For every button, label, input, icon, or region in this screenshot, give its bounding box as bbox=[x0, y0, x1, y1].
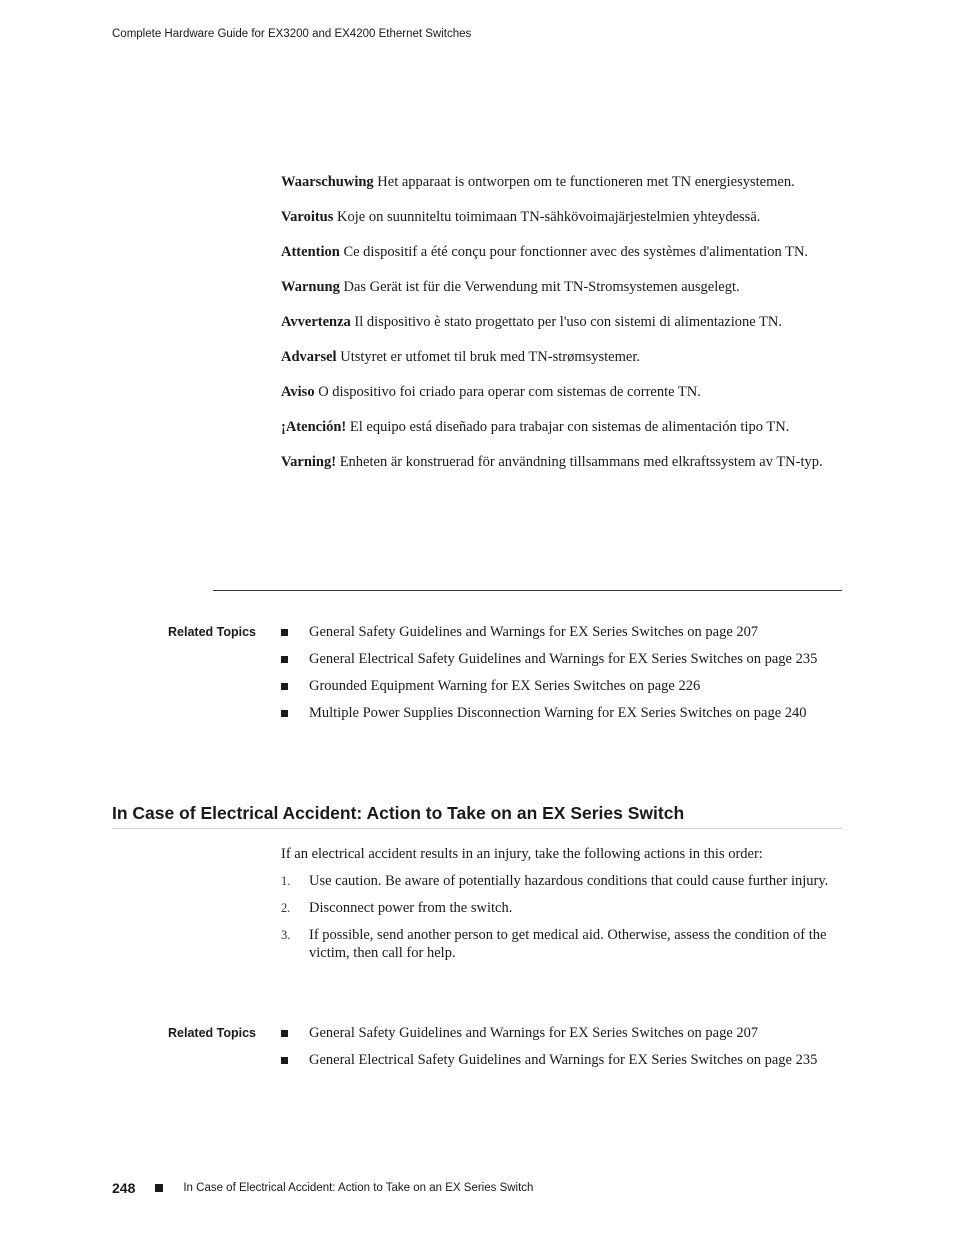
warning-label: ¡Atención! bbox=[281, 419, 347, 435]
bullet-square-icon bbox=[281, 656, 288, 663]
action-steps bbox=[281, 872, 843, 971]
bullet-square-icon bbox=[281, 710, 288, 717]
warning-french bbox=[281, 243, 843, 261]
step-number: 3. bbox=[281, 928, 291, 942]
warning-label: Waarschuwing bbox=[281, 174, 374, 190]
related-topic-text: General Electrical Safety Guidelines and Warnings for EX Series Switches on page 235 bbox=[309, 1052, 818, 1068]
warning-label: Attention bbox=[281, 244, 340, 260]
running-header: Complete Hardware Guide for EX3200 and EX4200 Ethernet Switches bbox=[112, 28, 472, 40]
related-topics-label: Related Topics bbox=[168, 1026, 256, 1040]
warning-text: Il dispositivo è stato progettato per l'uso con sistemi di alimentazione TN. bbox=[354, 314, 783, 330]
step-text: Use caution. Be aware of potentially hazardous conditions that could cause further injury. bbox=[309, 873, 829, 889]
warning-swedish bbox=[281, 453, 843, 471]
warning-finnish bbox=[281, 208, 843, 226]
warning-text: Ce dispositif a été conçu pour fonctionner avec des systèmes d'alimentation TN. bbox=[343, 244, 809, 260]
bullet-square-icon bbox=[281, 629, 288, 636]
warning-label: Warnung bbox=[281, 279, 340, 295]
related-topic-link[interactable] bbox=[281, 704, 843, 722]
action-step bbox=[281, 926, 843, 962]
related-topic-text: Multiple Power Supplies Disconnection Warning for EX Series Switches on page 240 bbox=[309, 705, 807, 721]
footer-separator-icon bbox=[155, 1184, 163, 1192]
warning-text: El equipo está diseñado para trabajar con sistemas de alimentación tipo TN. bbox=[349, 419, 790, 435]
step-number: 2. bbox=[281, 901, 291, 915]
warning-end-rule bbox=[213, 590, 842, 591]
warning-portuguese bbox=[281, 383, 843, 401]
step-text: Disconnect power from the switch. bbox=[309, 900, 513, 916]
section-intro: If an electrical accident results in an injury, take the following actions in this order: bbox=[281, 846, 763, 862]
warning-text: O dispositivo foi criado para operar com sistemas de corrente TN. bbox=[318, 384, 701, 400]
warning-spanish bbox=[281, 418, 843, 436]
warning-label: Aviso bbox=[281, 384, 315, 400]
step-number: 1. bbox=[281, 874, 291, 888]
warning-label: Varning! bbox=[281, 454, 337, 470]
related-topic-link[interactable] bbox=[281, 677, 843, 695]
warning-text: Utstyret er utfomet til bruk med TN-strømsystemer. bbox=[340, 349, 640, 365]
page-number: 248 bbox=[112, 1180, 136, 1196]
step-text: If possible, send another person to get medical aid. Otherwise, assess the condition of the victim, then call for help. bbox=[309, 927, 827, 961]
bullet-square-icon bbox=[281, 683, 288, 690]
related-topic-text: Grounded Equipment Warning for EX Series Switches on page 226 bbox=[309, 678, 701, 694]
related-topic-link[interactable] bbox=[281, 1024, 843, 1042]
warning-german bbox=[281, 278, 843, 296]
action-step bbox=[281, 899, 843, 917]
warning-dutch bbox=[281, 173, 843, 191]
related-topic-text: General Safety Guidelines and Warnings for EX Series Switches on page 207 bbox=[309, 624, 759, 640]
bullet-square-icon bbox=[281, 1030, 288, 1037]
warning-norwegian bbox=[281, 348, 843, 366]
footer-title: In Case of Electrical Accident: Action to Take on an EX Series Switch bbox=[183, 1182, 534, 1194]
warning-text: Koje on suunniteltu toimimaan TN-sähkövoimajärjestelmien yhteydessä. bbox=[337, 209, 761, 225]
warning-label: Advarsel bbox=[281, 349, 337, 365]
warning-italian bbox=[281, 313, 843, 331]
warning-text: Das Gerät ist für die Verwendung mit TN-Stromsystemen ausgelegt. bbox=[343, 279, 740, 295]
related-topic-link[interactable] bbox=[281, 1051, 843, 1069]
action-step bbox=[281, 872, 843, 890]
related-topics-label: Related Topics bbox=[168, 625, 256, 639]
warning-label: Avvertenza bbox=[281, 314, 351, 330]
warning-text: Het apparaat is ontworpen om te functioneren met TN energiesystemen. bbox=[377, 174, 795, 190]
bullet-square-icon bbox=[281, 1057, 288, 1064]
related-topic-text: General Electrical Safety Guidelines and Warnings for EX Series Switches on page 235 bbox=[309, 651, 818, 667]
section-heading: In Case of Electrical Accident: Action to Take on an EX Series Switch bbox=[112, 803, 842, 829]
warning-label: Varoitus bbox=[281, 209, 334, 225]
page-footer bbox=[112, 1178, 533, 1198]
related-topic-link[interactable] bbox=[281, 650, 843, 668]
warning-text: Enheten är konstruerad för användning tillsammans med elkraftssystem av TN-typ. bbox=[339, 454, 823, 470]
related-topic-link[interactable] bbox=[281, 623, 843, 641]
related-topic-text: General Safety Guidelines and Warnings for EX Series Switches on page 207 bbox=[309, 1025, 759, 1041]
warnings-block bbox=[281, 173, 843, 488]
related-topics-list bbox=[281, 1024, 843, 1078]
related-topics-list bbox=[281, 623, 843, 731]
